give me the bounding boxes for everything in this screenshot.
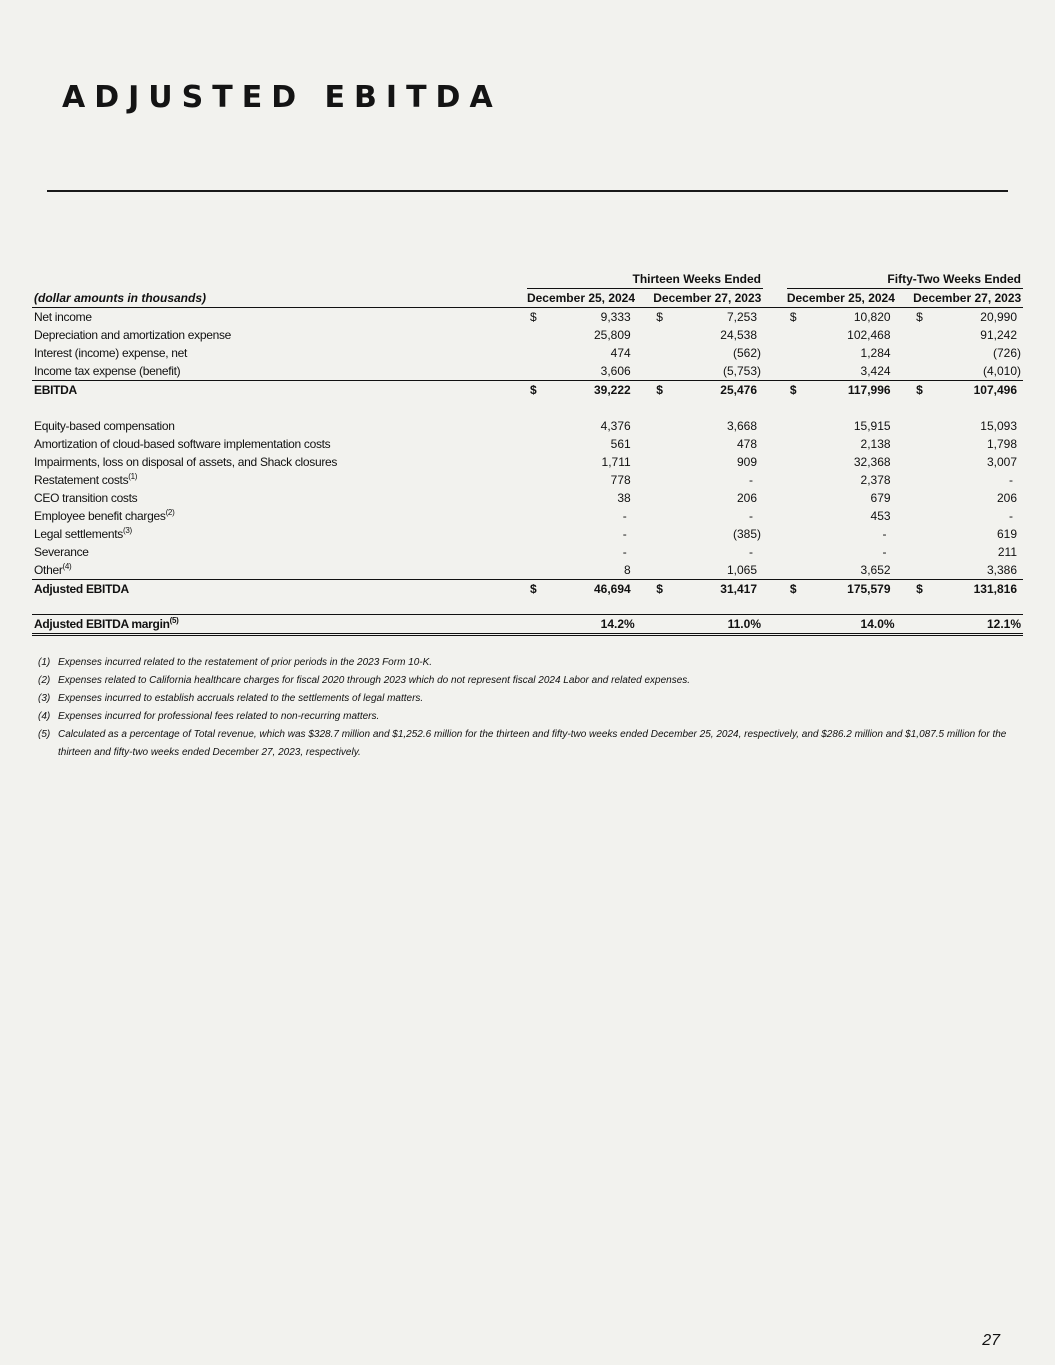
cell-value: 3,424 (801, 362, 896, 381)
row-label (32, 561, 527, 580)
currency-symbol: $ (916, 310, 923, 324)
row-label (32, 326, 527, 344)
column-header-q4-2023: December 27, 2023 (653, 289, 763, 308)
row-label-text: Impairments, loss on disposal of assets, and Shack closures (34, 455, 338, 469)
cell-value: - (622, 545, 627, 559)
cell-value: 619 (996, 527, 1017, 541)
currency-symbol: $ (916, 383, 923, 397)
currency-symbol: $ (789, 383, 797, 397)
cell-value: 102,468 (847, 328, 891, 342)
cell-value: 31,417 (720, 582, 757, 596)
cell-value: - (882, 545, 887, 559)
cell-value: 1,065 (668, 561, 763, 580)
units-label: (dollar amounts in thousands) (32, 289, 527, 308)
row-label-text: Other (34, 563, 63, 577)
cell-value: 206 (736, 491, 757, 505)
row-label-text: EBITDA (34, 383, 77, 397)
row-label (32, 308, 527, 327)
footnote-number: (3) (38, 693, 51, 704)
currency-symbol: $ (529, 383, 537, 397)
page-title: ADJUSTED EBITDA (62, 80, 502, 115)
cell-value: 1,284 (860, 346, 891, 360)
currency-symbol: $ (916, 582, 923, 596)
currency-symbol: $ (789, 310, 797, 324)
cell-value: 2,138 (860, 437, 891, 451)
footnote-number: (4) (38, 711, 51, 722)
footnote-ref: (2) (165, 508, 175, 517)
cell-value: 131,816 (973, 582, 1017, 596)
currency-symbol: $ (656, 310, 663, 324)
cell-value: 20,990 (980, 310, 1017, 324)
row-label (32, 453, 527, 471)
table-row (32, 507, 1023, 525)
cell-value: 15,915 (853, 419, 891, 433)
cell-value: 3,386 (928, 561, 1023, 580)
cell-value: 32,368 (853, 455, 891, 469)
cell-value: 4,376 (600, 419, 631, 433)
footnote (38, 672, 1018, 690)
cell-value: 8 (541, 561, 636, 580)
adjusted-ebitda-table (32, 270, 1023, 636)
cell-value: - (749, 545, 753, 559)
cell-value: 3,007 (986, 455, 1017, 469)
cell-value: 206 (996, 491, 1017, 505)
period-group-header-row (32, 270, 1023, 289)
row-label-text: Interest (income) expense, net (34, 346, 188, 360)
cell-value: 778 (610, 473, 631, 487)
cell-value: 478 (736, 437, 757, 451)
table-row (32, 435, 1023, 453)
cell-value: 11.0% (668, 615, 763, 635)
row-label-text: Equity-based compensation (34, 419, 175, 433)
adjusted-ebitda-table-container (32, 270, 1023, 636)
cell-value: - (882, 527, 887, 541)
footnotes (38, 654, 1018, 762)
cell-value: 2,378 (860, 473, 891, 487)
currency-symbol: $ (529, 310, 537, 324)
row-label (32, 381, 527, 400)
cell-value: - (622, 527, 627, 541)
footnote (38, 708, 1018, 726)
footnote-ref: (4) (62, 562, 72, 571)
row-label (32, 435, 527, 453)
row-label-text: Adjusted EBITDA margin (34, 617, 170, 631)
footnote (38, 726, 1018, 762)
table-row (32, 362, 1023, 381)
footnote-text: Expenses incurred related to the restatement of prior periods in the 2023 Form 10-K. (58, 657, 433, 668)
spacer-row (32, 598, 1023, 615)
cell-value: 7,253 (726, 310, 757, 324)
cell-value: (4,010) (928, 362, 1023, 381)
row-label (32, 525, 527, 543)
cell-value: 909 (736, 455, 757, 469)
cell-value: (562) (732, 346, 761, 360)
cell-value: 10,820 (853, 310, 891, 324)
cell-value: 175,579 (847, 582, 891, 596)
cell-value: - (749, 509, 753, 523)
group-header-fifty-two-weeks: Fifty-Two Weeks Ended (787, 270, 1023, 289)
cell-value: (726) (992, 346, 1021, 360)
footnote-ref: (5) (169, 616, 179, 625)
cell-value: 91,242 (980, 328, 1017, 342)
column-header-fy-2024: December 25, 2024 (787, 289, 897, 308)
cell-value: 14.0% (801, 615, 896, 635)
cell-value: 1,711 (601, 455, 631, 469)
cell-value: 679 (870, 491, 891, 505)
cell-value: 561 (610, 437, 631, 451)
table-row (32, 344, 1023, 362)
row-label (32, 507, 527, 525)
row-label (32, 344, 527, 362)
row-label-text: Net income (34, 310, 92, 324)
page-number: 27 (982, 1332, 1000, 1349)
table-row (32, 525, 1023, 543)
date-header-row (32, 289, 1023, 308)
cell-value: 3,606 (541, 362, 636, 381)
cell-value: 14.2% (541, 615, 636, 635)
footnote-number: (1) (38, 657, 51, 668)
row-label-text: Adjusted EBITDA (34, 582, 129, 596)
cell-value: 39,222 (593, 383, 631, 397)
cell-value: 15,093 (980, 419, 1017, 433)
cell-value: 474 (610, 346, 631, 360)
row-label (32, 489, 527, 507)
row-label-text: Employee benefit charges (34, 509, 166, 523)
row-label (32, 615, 527, 635)
footnote-text: Expenses incurred for professional fees related to non-recurring matters. (58, 711, 380, 722)
table-row (32, 561, 1023, 580)
row-label (32, 471, 527, 489)
table-row (32, 615, 1023, 635)
table-row (32, 326, 1023, 344)
row-label-text: Depreciation and amortization expense (34, 328, 232, 342)
cell-value: - (749, 473, 753, 487)
row-label-text: CEO transition costs (34, 491, 138, 505)
row-label-text: Income tax expense (benefit) (34, 364, 181, 378)
footnote-text: Calculated as a percentage of Total revenue, which was $328.7 million and $1,252.6 million for the thirteen and fifty-two weeks ended December 25, 2024, respectively, and $286.2 million and $1,087.5 million for the thirteen and fifty-two weeks ended December 27, 2023, respectively. (58, 729, 1007, 758)
footnote-number: (2) (38, 675, 51, 686)
currency-symbol: $ (656, 383, 663, 397)
currency-symbol: $ (529, 582, 537, 596)
table-row (32, 417, 1023, 435)
currency-symbol: $ (656, 582, 663, 596)
cell-value: 24,538 (720, 328, 757, 342)
cell-value: 46,694 (593, 582, 631, 596)
cell-value: 38 (617, 491, 631, 505)
cell-value: (5,753) (668, 362, 763, 381)
table-row (32, 471, 1023, 489)
cell-value: 3,652 (801, 561, 896, 580)
column-header-fy-2023: December 27, 2023 (913, 289, 1023, 308)
cell-value: 9,333 (600, 310, 631, 324)
row-label (32, 543, 527, 561)
cell-value: 12.1% (928, 615, 1023, 635)
cell-value: 117,996 (847, 383, 891, 397)
cell-value: 211 (997, 545, 1017, 559)
row-label-text: Amortization of cloud-based software implementation costs (34, 437, 331, 451)
footnote-number: (5) (38, 729, 51, 740)
cell-value: (385) (732, 527, 761, 541)
footnote-ref: (3) (122, 526, 132, 535)
footnote-ref: (1) (128, 472, 138, 481)
cell-value: 453 (870, 509, 891, 523)
title-divider (47, 190, 1008, 192)
group-header-thirteen-weeks: Thirteen Weeks Ended (527, 270, 763, 289)
cell-value: - (1009, 509, 1013, 523)
row-label-text: Severance (34, 545, 89, 559)
row-label (32, 580, 527, 599)
table-row (32, 543, 1023, 561)
footnote-text: Expenses related to California healthcare charges for fiscal 2020 through 2023 which do not represent fiscal 2024 Labor and related expenses. (58, 675, 691, 686)
row-label (32, 362, 527, 381)
table-row (32, 453, 1023, 471)
table-row (32, 489, 1023, 507)
cell-value: 1,798 (986, 437, 1017, 451)
table-row (32, 580, 1023, 599)
footnote-text: Expenses incurred to establish accruals related to the settlements of legal matters. (58, 693, 424, 704)
cell-value: - (1009, 473, 1013, 487)
column-header-q4-2024: December 25, 2024 (527, 289, 637, 308)
cell-value: - (622, 509, 627, 523)
cell-value: 25,809 (593, 328, 631, 342)
currency-symbol: $ (789, 582, 797, 596)
cell-value: 3,668 (726, 419, 757, 433)
table-row (32, 308, 1023, 327)
row-label (32, 417, 527, 435)
row-label-text: Legal settlements (34, 527, 123, 541)
row-label-text: Restatement costs (34, 473, 129, 487)
spacer-row (32, 399, 1023, 417)
table-row (32, 381, 1023, 400)
footnote (38, 654, 1018, 672)
cell-value: 107,496 (973, 383, 1017, 397)
footnote (38, 690, 1018, 708)
cell-value: 25,476 (720, 383, 757, 397)
